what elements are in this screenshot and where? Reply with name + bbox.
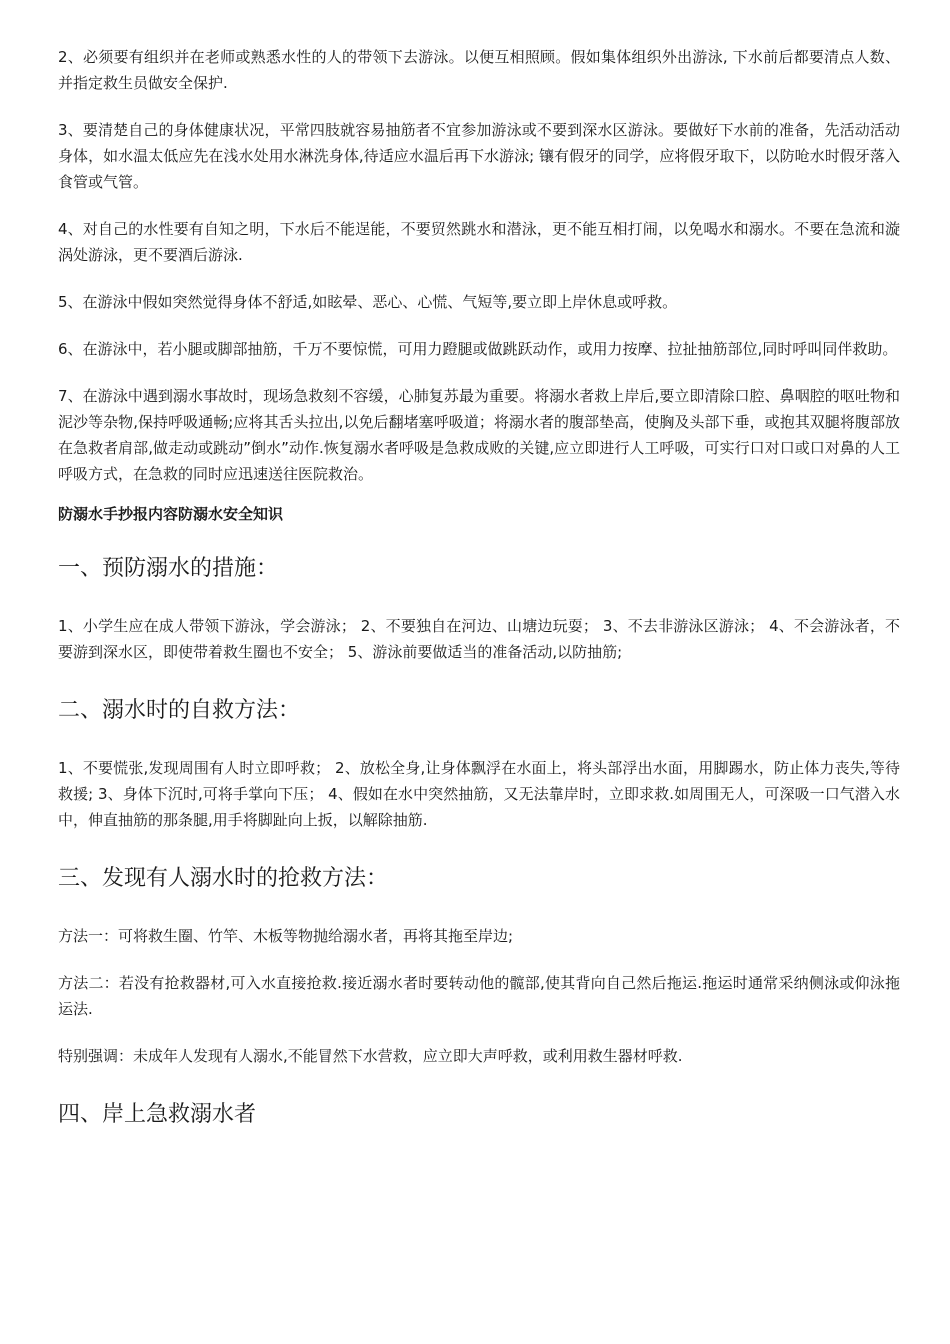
intro-item-5: 5、在游泳中假如突然觉得身体不舒适,如眩晕、恶心、心慌、气短等,要立即上岸休息或呼救。 — [58, 293, 678, 311]
intro-item-2: 2、必须要有组织并在老师或熟悉水性的人的带领下去游泳。以便互相照顾。假如集体组织外出游泳, 下水前后都要清点人数、并指定救生员做安全保护. — [58, 48, 900, 92]
intro-item-4: 4、对自己的水性要有自知之明，下水后不能逞能，不要贸然跳水和潜泳，更不能互相打闹，以免喝水和溺水。不要在急流和漩涡处游泳，更不要酒后游泳. — [58, 220, 900, 264]
section-heading-rescue-others: 三、发现有人溺水时的抢救方法： — [58, 866, 389, 891]
section-body-prevention: 1、小学生应在成人带领下游泳，学会游泳； 2、不要独自在河边、山塘边玩耍； 3、不去非游泳区游泳； 4、不会游泳者，不要游到深水区，即使带着救生圈也不安全； 5、游泳前要做适当的准备活动,以防抽筋; — [58, 617, 900, 661]
document-subtitle: 防溺水手抄报内容防溺水安全知识 — [58, 505, 284, 523]
rescue-special-note: 特别强调：未成年人发现有人溺水,不能冒然下水营救，应立即大声呼救，或利用救生器材呼救. — [58, 1047, 683, 1065]
section-heading-self-rescue: 二、溺水时的自救方法： — [58, 698, 301, 723]
intro-item-6: 6、在游泳中，若小腿或脚部抽筋，千万不要惊慌，可用力蹬腿或做跳跃动作，或用力按摩、拉扯抽筋部位,同时呼叫同伴救助。 — [58, 340, 898, 358]
section-heading-onshore-first-aid: 四、岸上急救溺水者 — [58, 1102, 257, 1127]
section-heading-prevention: 一、预防溺水的措施： — [58, 556, 279, 581]
section-body-self-rescue: 1、不要慌张,发现周围有人时立即呼救； 2、放松全身,让身体飘浮在水面上，将头部浮出水面，用脚踢水，防止体力丧失,等待救援; 3、身体下沉时,可将手掌向下压； 4、假如在水中突然抽筋，又无法靠岸时，立即求救.如周围无人，可深吸一口气潜入水中，伸直抽筋的那条腿,用手将脚趾向上扳，以解除抽筋. — [58, 759, 900, 829]
rescue-method-2: 方法二：若没有抢救器材,可入水直接抢救.接近溺水者时要转动他的髋部,使其背向自己然后拖运.拖运时通常采纳侧泳或仰泳拖运法. — [58, 974, 900, 1018]
intro-item-7: 7、在游泳中遇到溺水事故时，现场急救刻不容缓，心肺复苏最为重要。将溺水者救上岸后,要立即清除口腔、鼻咽腔的呕吐物和泥沙等杂物,保持呼吸通畅;应将其舌头拉出,以免后翻堵塞呼吸道；将溺水者的腹部垫高，使胸及头部下垂，或抱其双腿将腹部放在急救者肩部,做走动或跳动”倒水”动作.恢复溺水者呼吸是急救成败的关键,应立即进行人工呼吸，可实行口对口或口对鼻的人工呼吸方式，在急救的同时应迅速送往医院救治。 — [58, 387, 900, 483]
rescue-method-1: 方法一：可将救生圈、竹竿、木板等物抛给溺水者，再将其拖至岸边; — [58, 927, 514, 945]
intro-item-3: 3、要清楚自己的身体健康状况，平常四肢就容易抽筋者不宜参加游泳或不要到深水区游泳。要做好下水前的准备，先活动活动身体，如水温太低应先在浅水处用水淋洗身体,待适应水温后再下水游泳; 镶有假牙的同学，应将假牙取下，以防呛水时假牙落入食管或气管。 — [58, 121, 900, 191]
